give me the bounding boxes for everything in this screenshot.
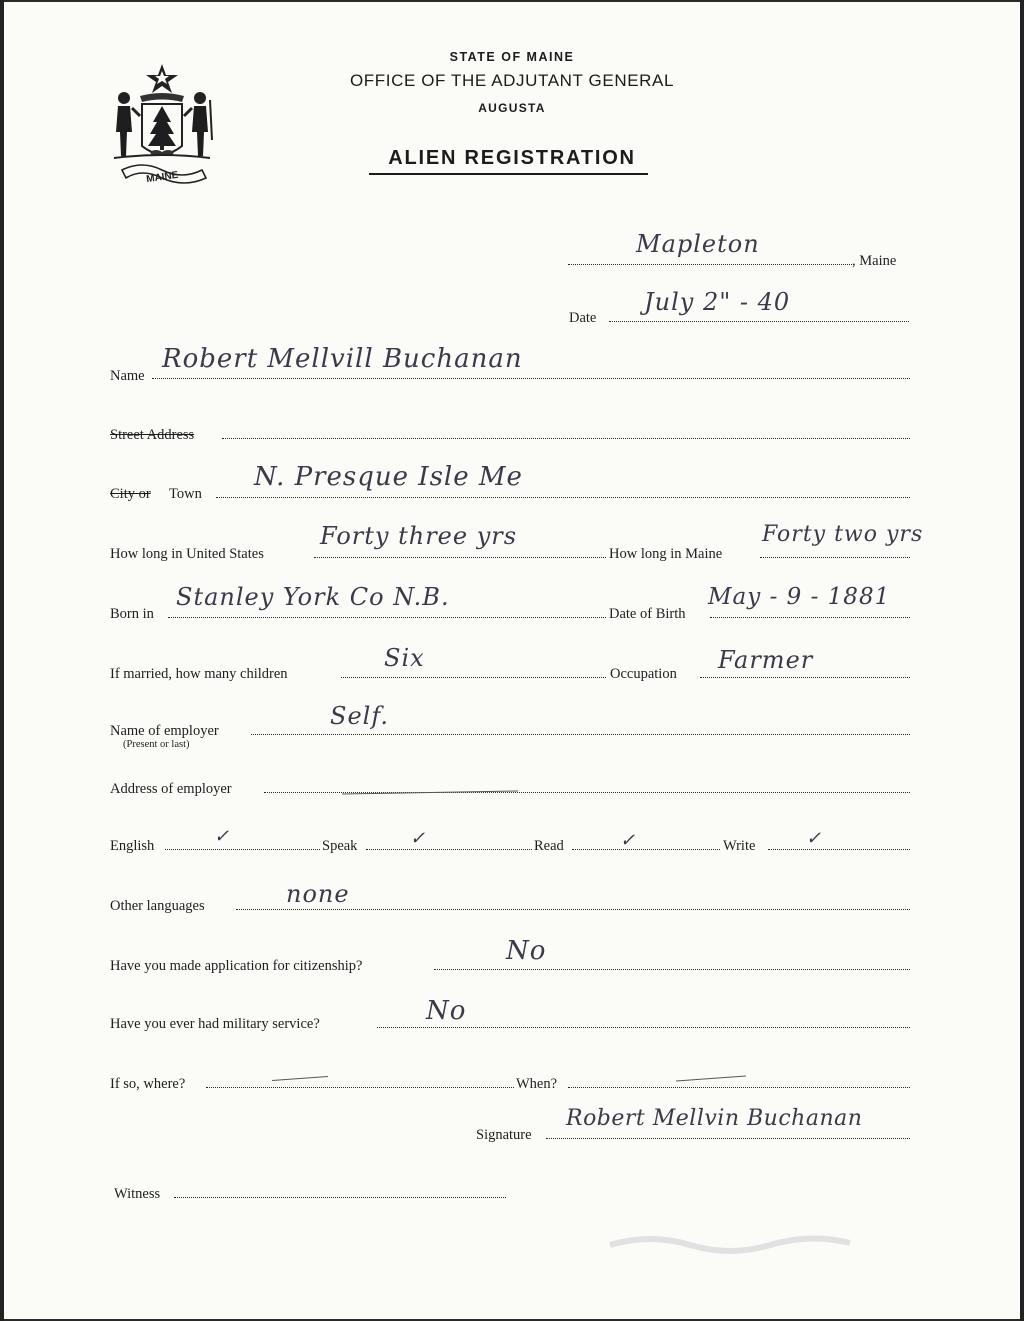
employer-label: Name of employer xyxy=(110,723,219,739)
speak-label: Speak xyxy=(322,838,358,854)
when-line xyxy=(568,1087,910,1088)
occupation-line xyxy=(700,677,910,678)
read-label: Read xyxy=(534,838,564,854)
military-line xyxy=(377,1027,910,1028)
write-label: Write xyxy=(723,838,756,854)
office-heading: OFFICE OF THE ADJUTANT GENERAL xyxy=(349,71,675,90)
years-us-line xyxy=(314,557,606,558)
other-languages-value: none xyxy=(286,880,350,908)
years-maine-label: How long in Maine xyxy=(609,546,723,562)
form-title: ALIEN REGISTRATION xyxy=(388,147,636,169)
years-us-value: Forty three yrs xyxy=(320,522,518,550)
write-check: ✓ xyxy=(806,828,823,849)
years-us-label: How long in United States xyxy=(110,546,264,562)
employer-address-label: Address of employer xyxy=(110,781,232,797)
where-dash xyxy=(272,1076,328,1081)
citizenship-line xyxy=(434,969,910,970)
city-heading: AUGUSTA xyxy=(478,101,546,115)
other-languages-line xyxy=(236,909,910,910)
witness-line xyxy=(174,1197,506,1198)
date-label: Date xyxy=(569,310,597,326)
name-label: Name xyxy=(110,368,145,384)
citizenship-label: Have you made application for citizenship? xyxy=(110,958,363,974)
place-line xyxy=(568,264,852,265)
write-line xyxy=(768,849,910,850)
date-of-birth-value: May - 9 - 1881 xyxy=(708,584,891,610)
speak-line xyxy=(366,849,532,850)
state-heading: STATE OF MAINE xyxy=(449,50,575,64)
scan-border-left xyxy=(0,0,4,1321)
occupation-value: Farmer xyxy=(718,646,814,674)
when-label: When? xyxy=(516,1076,558,1092)
signature-value: Robert Mellvin Buchanan xyxy=(566,1106,863,1131)
children-value: Six xyxy=(384,644,425,672)
town-value: N. Presque Isle Me xyxy=(254,462,523,492)
employer-value: Self. xyxy=(330,702,389,730)
born-in-label: Born in xyxy=(110,606,154,622)
name-value: Robert Mellvill Buchanan xyxy=(162,344,523,374)
title-underline xyxy=(369,173,648,175)
seal-text: MAINE xyxy=(145,169,180,186)
witness-label: Witness xyxy=(114,1186,161,1202)
place-value: Mapleton xyxy=(636,230,760,258)
english-label: English xyxy=(110,838,155,854)
born-in-value: Stanley York Co N.B. xyxy=(176,583,450,611)
employer-line xyxy=(251,734,910,735)
date-of-birth-label: Date of Birth xyxy=(609,606,686,622)
children-line xyxy=(341,677,606,678)
signature-line xyxy=(546,1138,910,1139)
date-line xyxy=(609,321,909,322)
citizenship-value: No xyxy=(506,936,547,966)
english-line xyxy=(165,849,320,850)
street-address-line xyxy=(222,438,910,439)
read-line xyxy=(572,849,720,850)
signature-label: Signature xyxy=(476,1127,532,1143)
military-value: No xyxy=(426,996,467,1026)
town-line xyxy=(216,497,910,498)
date-of-birth-line xyxy=(710,617,910,618)
paper-smudge xyxy=(600,1215,900,1265)
name-line xyxy=(152,378,910,379)
town-label: Town xyxy=(169,486,202,502)
date-value: July 2" - 40 xyxy=(644,288,791,316)
years-maine-line xyxy=(760,557,910,558)
speak-check: ✓ xyxy=(410,828,427,849)
born-in-line xyxy=(168,617,606,618)
where-label: If so, where? xyxy=(110,1076,186,1092)
where-line xyxy=(206,1087,514,1088)
scan-border-right xyxy=(1020,0,1024,1321)
english-check: ✓ xyxy=(214,826,231,847)
city-or-label: City or xyxy=(110,486,151,502)
military-label: Have you ever had military service? xyxy=(110,1016,320,1032)
occupation-label: Occupation xyxy=(610,666,677,682)
other-languages-label: Other languages xyxy=(110,898,205,914)
read-check: ✓ xyxy=(620,830,637,851)
when-dash xyxy=(676,1076,746,1082)
employer-note: (Present or last) xyxy=(123,739,190,750)
years-maine-value: Forty two yrs xyxy=(762,522,924,547)
maine-label: , Maine xyxy=(852,253,897,269)
street-address-label: Street Address xyxy=(110,427,195,443)
children-label: If married, how many children xyxy=(110,666,288,682)
